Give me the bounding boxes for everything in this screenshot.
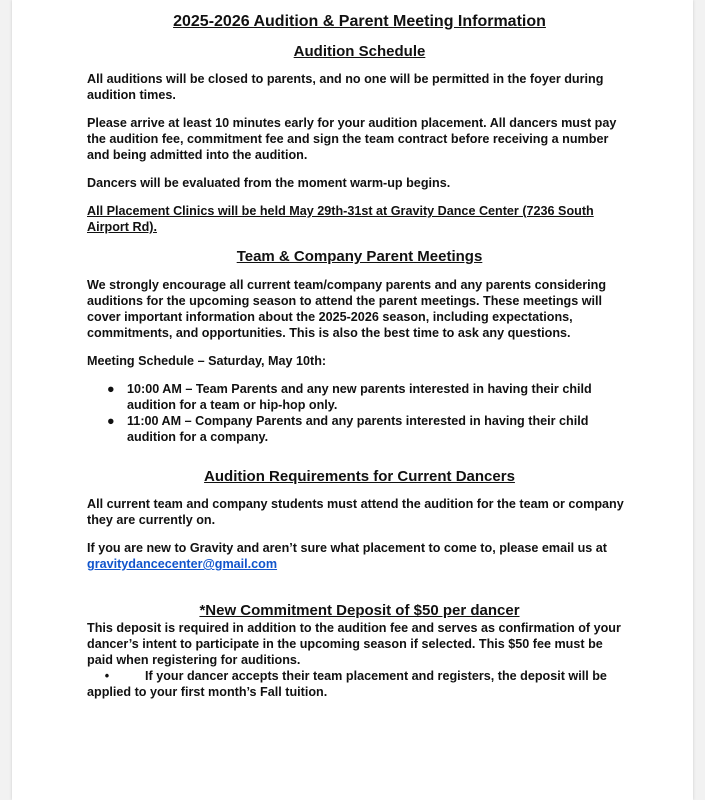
closed-to-parents-paragraph: All auditions will be closed to parents, and no one will be permitted in the foyer during audition times. <box>87 72 604 102</box>
meeting-item-text: 10:00 AM – Team Parents and any new parents interested in having their child audition for a team or hip-hop only. <box>127 382 592 412</box>
deposit-paragraph: This deposit is required in addition to the audition fee and serves as confirmation of your dancer’s intent to participate in the upcoming season if selected. This $50 fee must be paid when registering for auditions. <box>87 621 621 667</box>
deposit-heading: *New Commitment Deposit of $50 per dancer <box>199 602 520 619</box>
meeting-item-text: 11:00 AM – Company Parents and any parents interested in having their child audition for a company. <box>127 414 589 444</box>
bullet-icon: • <box>104 669 110 683</box>
list-item <box>87 413 632 445</box>
new-dancers-text: If you are new to Gravity and aren’t sure what placement to come to, please email us at <box>87 541 607 555</box>
requirements-heading: Audition Requirements for Current Dancers <box>204 468 515 485</box>
current-dancers-paragraph: All current team and company students must attend the audition for the team or company they are currently on. <box>87 497 624 527</box>
parent-meetings-heading: Team & Company Parent Meetings <box>236 248 483 265</box>
deposit-bullet-text: If your dancer accepts their team placement and registers, the deposit will be applied to your first month’s Fall tuition. <box>87 669 607 699</box>
page-title: 2025-2026 Audition & Parent Meeting Information <box>173 13 546 30</box>
new-dancers-paragraph <box>87 540 632 572</box>
bullet-icon: ● <box>107 414 115 428</box>
document-content <box>87 12 632 700</box>
deposit-bullet-item <box>87 668 632 700</box>
document-page <box>12 0 693 800</box>
arrive-early-paragraph: Please arrive at least 10 minutes early for your audition placement. All dancers must pay the audition fee, commitment fee and sign the team contract before receiving a number and being admitted into the audition. <box>87 116 617 162</box>
email-link[interactable]: gravitydancecenter@gmail.com <box>87 557 278 571</box>
meeting-schedule-list <box>87 381 632 445</box>
evaluation-paragraph: Dancers will be evaluated from the moment warm-up begins. <box>87 176 451 190</box>
bullet-icon: ● <box>107 382 115 396</box>
meeting-schedule-label: Meeting Schedule – Saturday, May 10th: <box>87 354 327 368</box>
placement-clinics-paragraph: All Placement Clinics will be held May 29th-31st at Gravity Dance Center (7236 South Airport Rd). <box>87 204 594 234</box>
list-item <box>87 381 632 413</box>
parent-meetings-intro: We strongly encourage all current team/company parents and any parents considering auditions for the upcoming season to attend the parent meetings. These meetings will cover important information about the 2025-2026 season, including expectations, commitments, and opportunities. This is also the best time to ask any questions. <box>87 278 607 340</box>
audition-schedule-heading: Audition Schedule <box>293 43 426 60</box>
